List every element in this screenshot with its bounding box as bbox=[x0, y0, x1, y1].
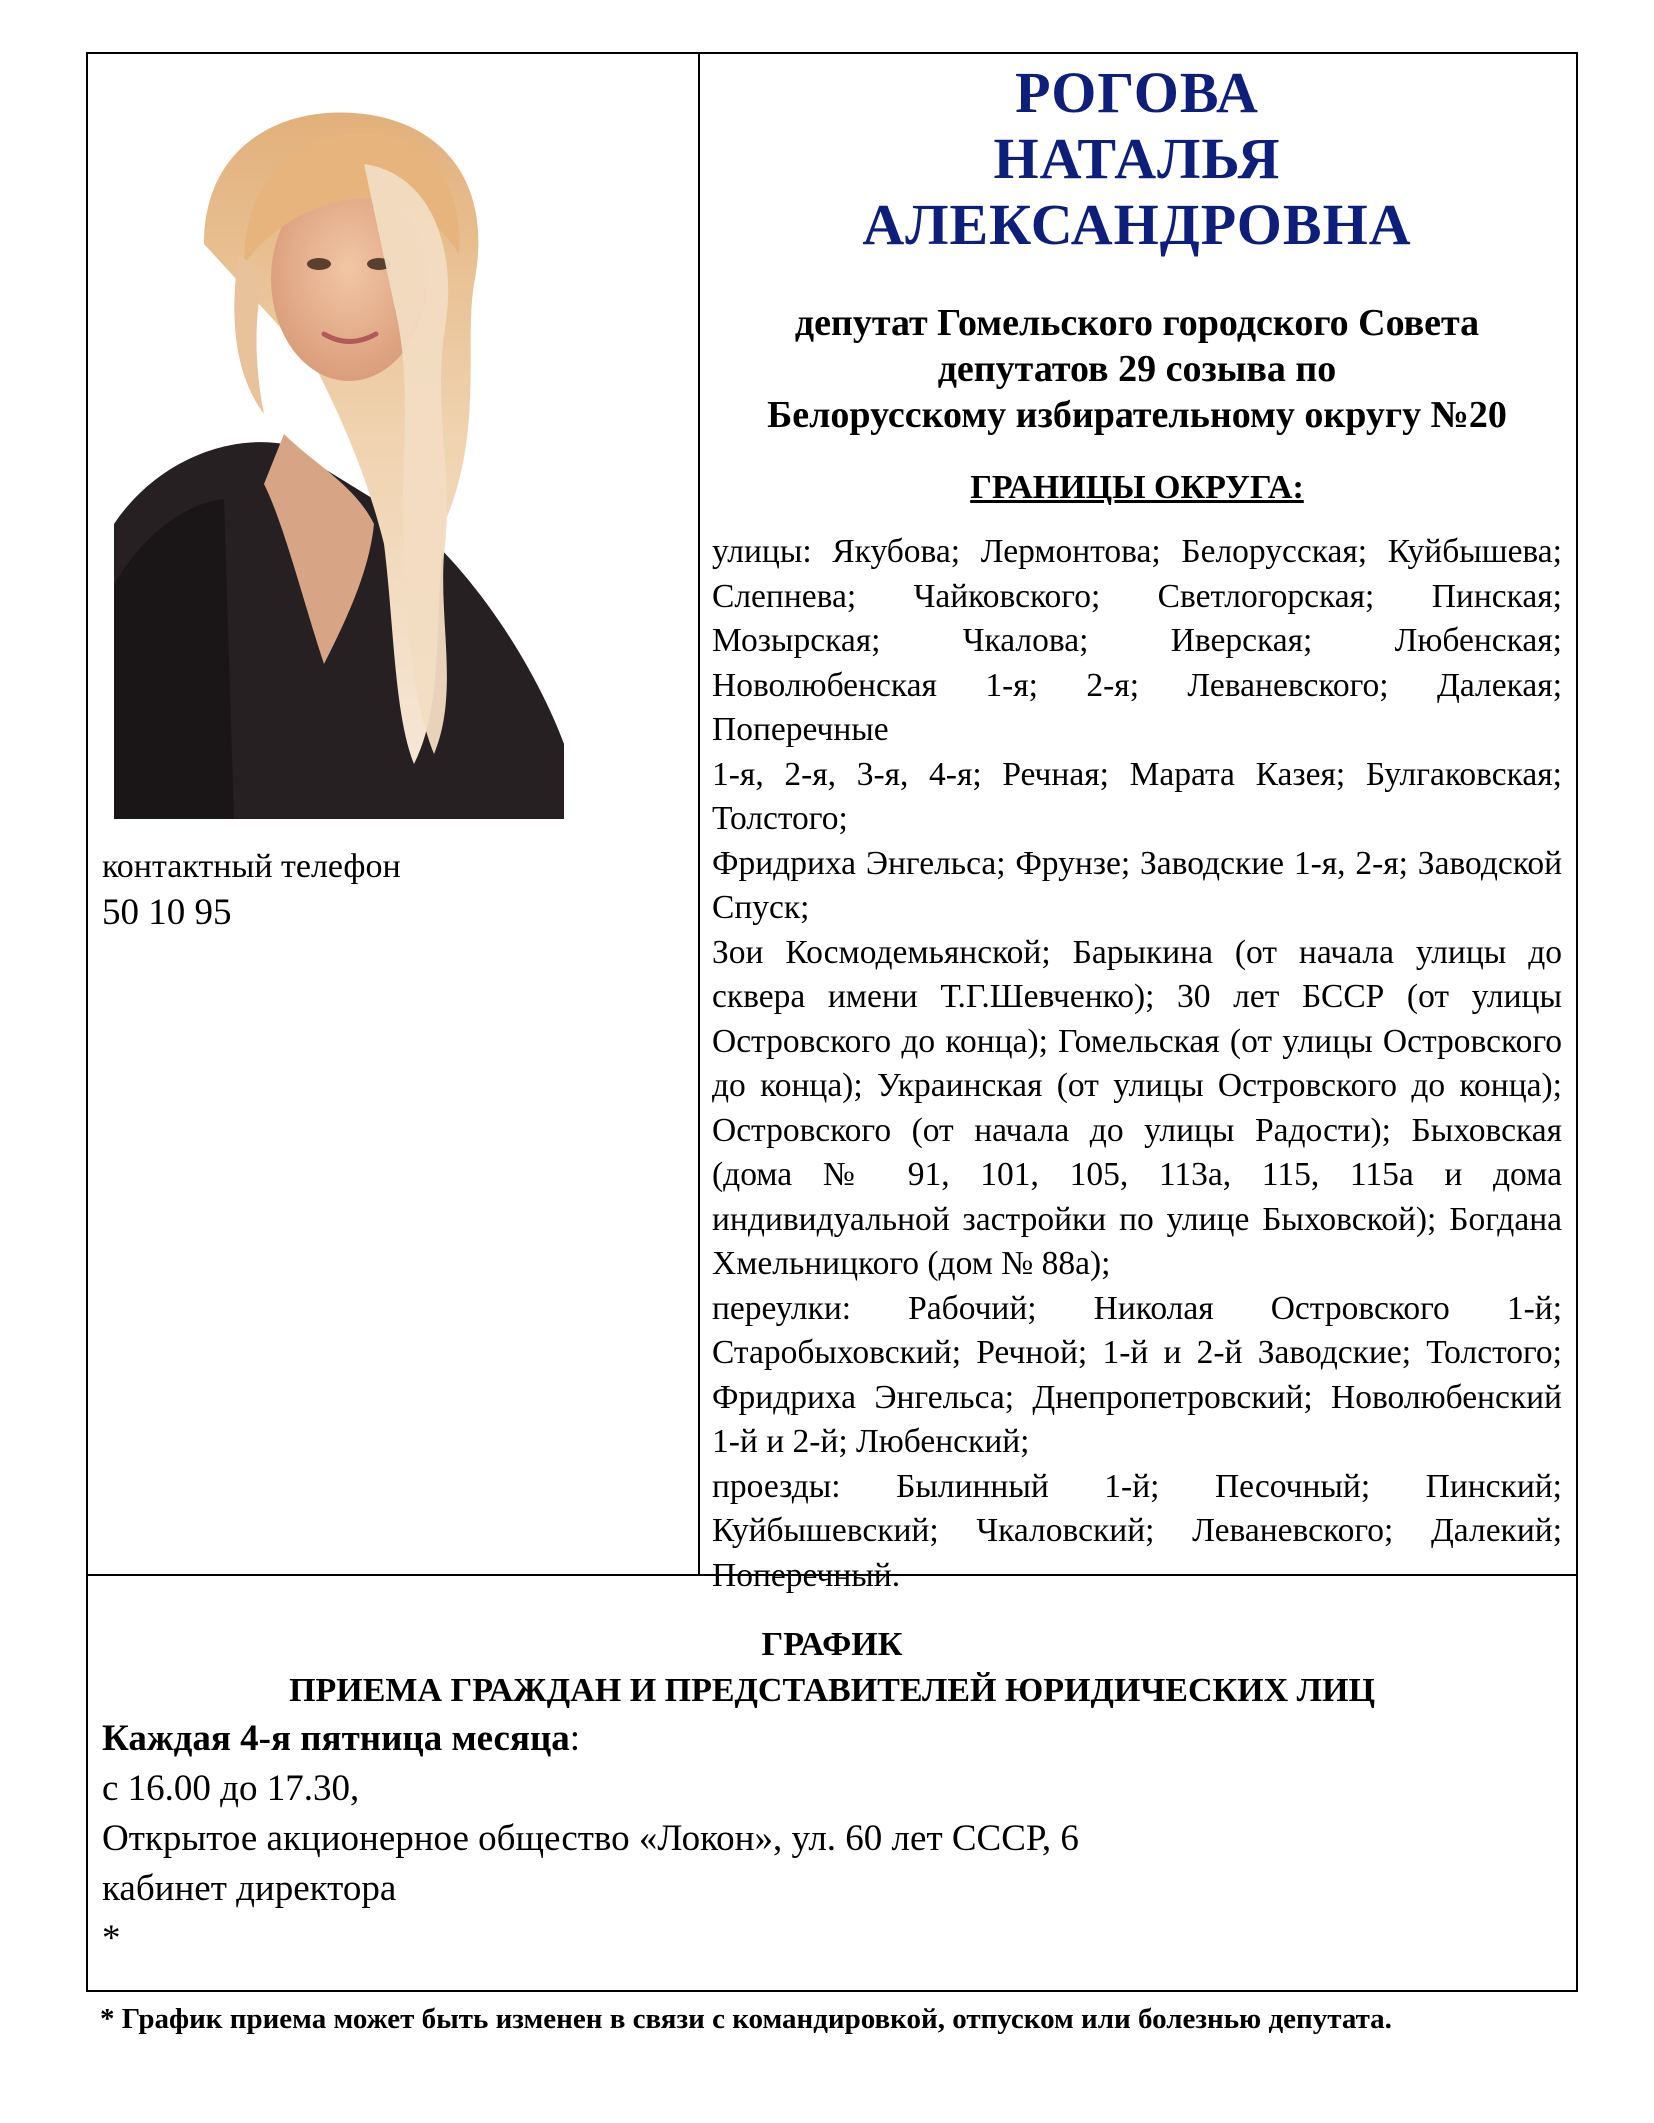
position-line: депутат Гомельского городского Совета bbox=[794, 302, 1480, 344]
deputy-photo bbox=[114, 104, 564, 819]
footnote: * График приема может быть изменен в связи с командировкой, отпуском или болезнью депутата. bbox=[100, 2003, 1392, 2035]
boundaries-title: ГРАНИЦЫ ОКРУГА: bbox=[970, 469, 1304, 506]
boundaries-paragraph: улицы: Якубова; Лермонтова; Белорусская; Куйбышева; Слепнева; Чайковского; Светлогорская; Пинская; Мозырская; Чкалова; Иверская; Любенская; Новолюбенская 1-я; 2-я; Леваневского; Далекая; Поперечные bbox=[712, 533, 1562, 748]
boundaries-list bbox=[712, 530, 1562, 1598]
boundaries-paragraph: Фридриха Энгельса; Фрунзе; Заводские 1-я, 2-я; Заводской Спуск; bbox=[712, 844, 1562, 926]
document-frame bbox=[86, 52, 1578, 1992]
schedule-day-bold: Каждая 4-я пятница месяца bbox=[102, 1718, 570, 1759]
schedule-time: с 16.00 до 17.30, bbox=[102, 1768, 360, 1809]
schedule-day bbox=[102, 1714, 1562, 1764]
contact-block bbox=[102, 844, 401, 936]
deputy-info bbox=[712, 54, 1562, 1598]
contact-phone: 50 10 95 bbox=[102, 892, 232, 933]
boundaries-paragraph: проезды: Былинный 1-й; Песочный; Пинский; Куйбышевский; Чкаловский; Леваневского; Далекий; Поперечный. bbox=[712, 1467, 1562, 1594]
reception-schedule bbox=[102, 1594, 1562, 1964]
schedule-place: Открытое акционерное общество «Локон», ул. 60 лет СССР, 6 bbox=[102, 1818, 1079, 1859]
boundaries-paragraph: Зои Космодемьянской; Барыкина (от начала улицы до сквера имени Т.Г.Шевченко); 30 лет БССР (от улицы Островского до конца); Гомельская (от улицы Островского до конца); Украинская (от улицы Островского до конца); Островского (от начала до улицы Радости); Быховская (дома № 91, 101, 105, 113а, 115, 115а и дома индивидуальной застройки по улице Быховской); Богдана Хмельницкого (дом № 88а); bbox=[712, 933, 1562, 1282]
schedule-asterisk: * bbox=[102, 1918, 121, 1959]
schedule-title bbox=[102, 1622, 1562, 1714]
schedule-title-line: ГРАФИК bbox=[761, 1626, 903, 1663]
deputy-given-names: НАТАЛЬЯ АЛЕКСАНДРОВНА bbox=[862, 126, 1412, 257]
schedule-title-line: ПРИЕМА ГРАЖДАН И ПРЕДСТАВИТЕЛЕЙ ЮРИДИЧЕСКИХ ЛИЦ bbox=[289, 1672, 1375, 1709]
boundaries-paragraph: 1-я, 2-я, 3-я, 4-я; Речная; Марата Казея; Булгаковская; Толстого; bbox=[712, 755, 1562, 837]
column-divider bbox=[698, 54, 700, 1574]
position-line: Белорусскому избирательному округу №20 bbox=[767, 394, 1507, 436]
contact-label: контактный телефон bbox=[102, 848, 401, 885]
schedule-day-colon: : bbox=[569, 1718, 581, 1759]
schedule-body bbox=[102, 1714, 1562, 1964]
deputy-position bbox=[712, 300, 1562, 438]
deputy-surname: РОГОВА bbox=[1015, 60, 1259, 125]
position-line: депутатов 29 созыва по bbox=[937, 348, 1337, 390]
deputy-name bbox=[712, 60, 1562, 258]
schedule-room: кабинет директора bbox=[102, 1868, 397, 1909]
boundaries-paragraph: переулки: Рабочий; Николая Островского 1-й; Старобыховский; Речной; 1-й и 2-й Заводские; Толстого; Фридриха Энгельса; Днепропетровский; Новолюбенский 1-й и 2-й; Любенский; bbox=[712, 1289, 1562, 1460]
